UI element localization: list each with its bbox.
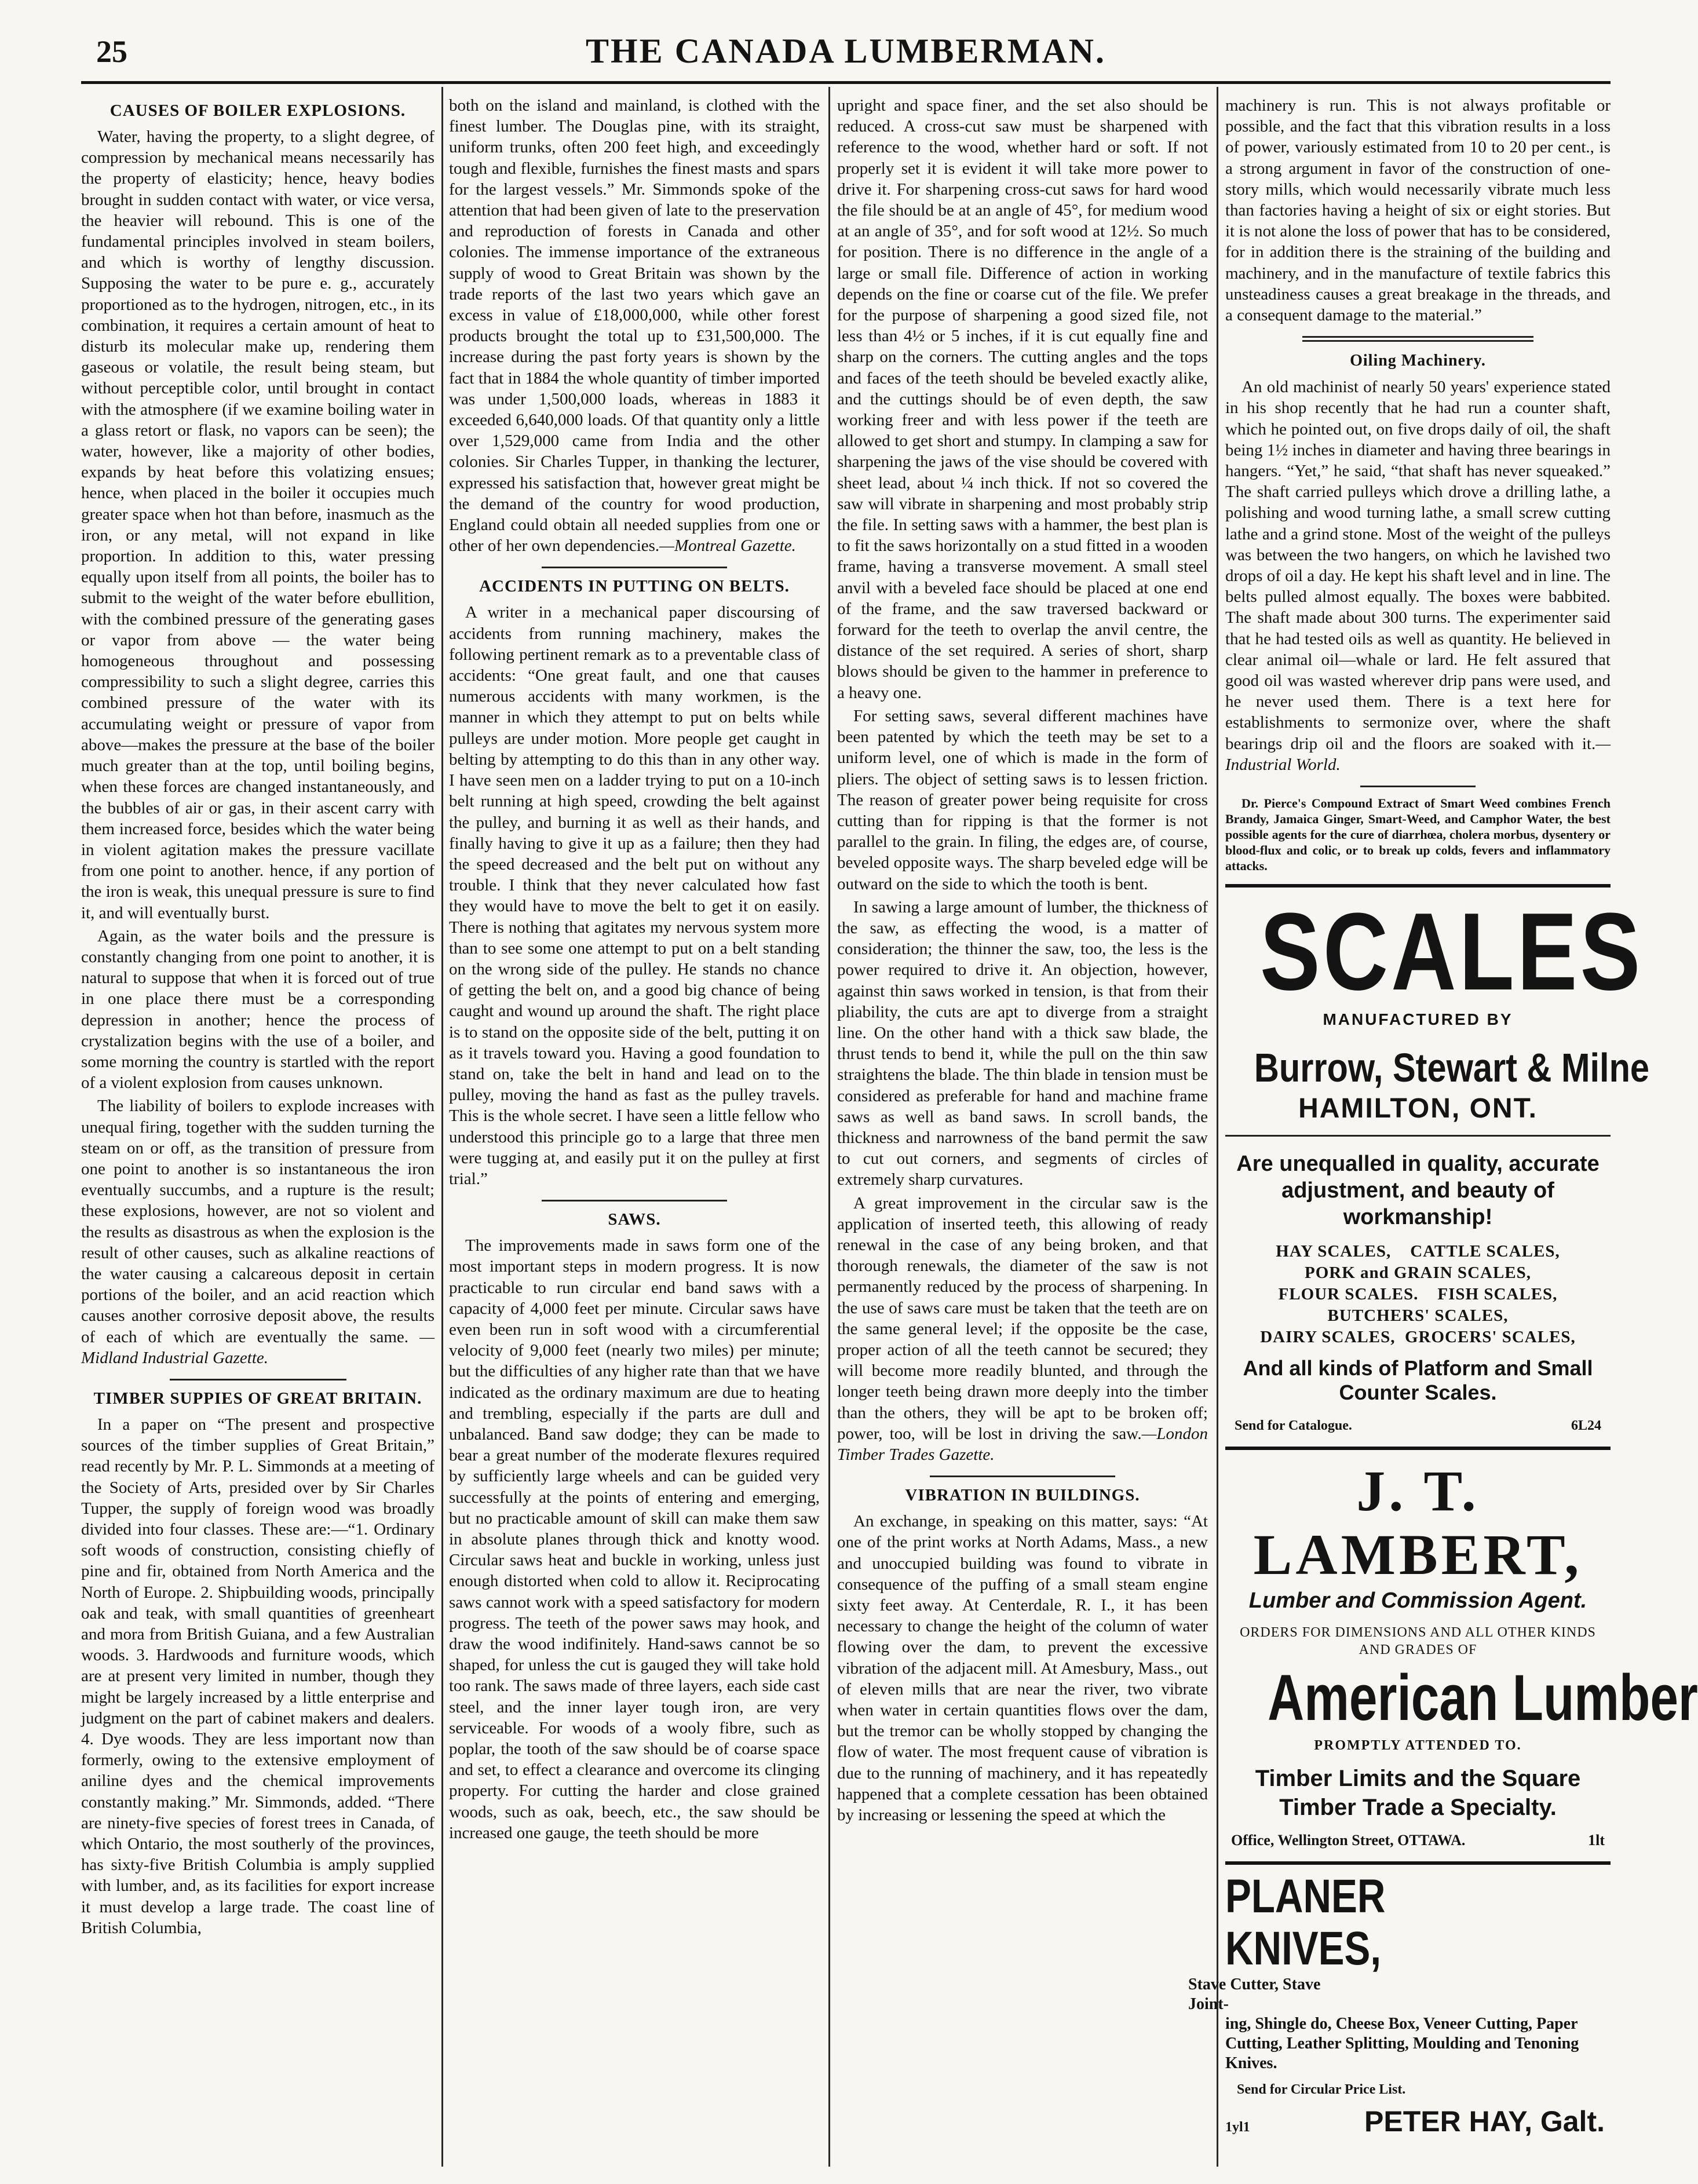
send-for-catalogue: Send for Catalogue. [1235, 1418, 1352, 1433]
article-paragraph: machinery is run. This is not always profitable or possible, and the fact that this vibration results in a loss of power, variously estimated from 10 to 20 per cent., is a strong argument in favor of the construction of one-story mills, which would necessarily vibrate much less than factories having a height of six or eight stories. But it is not alone the loss of power that has to be considered, for in addition there is the straining of the building and machinery, and in the manufacture of textile fabrics this unsteadiness causes a great breakage in the threads, and a consequent damage to the material.” [1225, 96, 1611, 325]
manufacturer-name: Burrow, Stewart & Milne [1254, 1045, 1650, 1091]
column-divider [1217, 87, 1218, 2167]
office-address: Office, Wellington Street, OTTAWA. [1231, 1832, 1466, 1849]
article-paragraph: An exchange, in speaking on this matter, says: “At one of the print works at North Adams, Mass., a new and unoccupied building was found to vibrate in consequence of the puffing of a small steam engine sixty feet away. At Centerdale, R. I., it has been necessary to change the height of the column of water flowing over the dam, to prevent the excessive vibration of the adjacent mill. At Amesbury, Mass., out of eleven mills that are near the river, two vibrate when water in certain quantities flows over the dam, but the tremor can be wholly stopped by changing the flow of water. The most frequent cause of vibration is due to the running of machinery, and it has repeatedly happened that a complete cessation has been obtained by increasing or lessening the speed at which the [837, 1512, 1208, 1825]
source-credit: —London Timber Trades Gazette. [837, 1424, 1208, 1464]
scales-headline: SCALES [1259, 890, 1644, 1014]
column-1 [81, 95, 434, 2163]
article-heading: TIMBER SUPPIES OF GREAT BRITAIN. [93, 1389, 422, 1408]
paragraph-text: An old machinist of nearly 50 years' experience stated in his shop recently that he had run a counter shaft, which he pointed out, on five drops daily of oil, the shaft being 1½ inches in diameter and having three bearings in hangers. “Yet,” he said, “that shaft has never squeaked.” The shaft carried pulleys which drove a drilling lathe, a polishing and wood turning lathe, a small screw cutting lathe and a grind stone. Most of the weight of the pulleys was between the two hangers, on which he lavished two drops of oil a day. He kept his shaft level and in line. The belts pulled almost equally. The boxes were babbited. The shaft made about 300 turns. The experimenter said that he had tested oils as well as quantity. He believed in clear animal oil—whale or lard. He felt assured that good oil was wasted wherever drip pans were used, and he never used them. There is a text here for establishments to sermonize over, where the shaft bearings drip oil and the floors are soaked with it. [1225, 378, 1611, 753]
scale-types-list [1225, 1241, 1611, 1348]
stave-cutter-text: Stave Cutter, Stave Joint- [1188, 1975, 1321, 2014]
manufactured-by: MANUFACTURED BY [1323, 1010, 1513, 1029]
paragraph-text: A great improvement in the circular saw is the application of inserted teeth, this allowing of ready renewal in the case of any being broken, and that thorough renewals, the diameter of the saw is not permanently reduced by the process of sharpening. In the use of saws care must be taken that the teeth are on the same general level; if the opposite be the case, proper action of all the teeth cannot be secured; they will become more readily blunted, and through the longer teeth being drawn more deeply into the timber than the others, they will be apt to be broken off; power, too, will be lost in driving the saw. [837, 1193, 1208, 1443]
ad-code: 6L24 [1571, 1418, 1601, 1433]
article-paragraph: The improvements made in saws form one of the most important steps in modern progress. It is now practicable to run circular end band saws with a capacity of 4,000 feet per minute. Circular saws have even been run in soft wood with a circumferential velocity of 9,000 feet (nearly two miles) per minute; but the difficulties of any higher rate than that we have indicated as the ordinary maximum are due to heating and trembling, especially if the parts are dull and unbalanced. Band saw dodge; they can be made to bear a great number of the moderate flexures required by sufficiently large wheels and can be guided very successfully at the points of entering and emerging, but no practicable amount of skill can make them saw in absolute planes through thick and knotty wood. Circular saws heat and buckle in working, unless just enough distorted when cold to allow it. Reciprocating saws cannot work with a speed satisfactory for modern progress. The teeth of the power saws may hook, and draw the wood indifinitely. Hand-saws cannot be so shaped, for unless the cut is gauged they will take hold too rank. The saws made of three layers, each side cast steel, and the inner layer tough iron, are very serviceable. For woods of a wooly fibre, such as poplar, the tooth of the saw should be of coarse space and set, to effect a clearance and overcome its clinging property. For cutting the harder and close grained woods, such as oak, beech, etc., the saw should be increased one gauge, the teeth should be more [449, 1236, 820, 1842]
manufacturer-city: HAMILTON, ONT. [1298, 1093, 1538, 1124]
platform-scales: And all kinds of Platform and Small Counter Scales. [1243, 1356, 1593, 1404]
peter-hay-line [1225, 2105, 1611, 2138]
planer-knives-advertisement [1188, 1861, 1611, 2138]
article-heading: SAWS. [608, 1210, 661, 1229]
lambert-advertisement [1225, 1447, 1698, 1851]
column-divider [828, 87, 830, 2167]
timber-limits: Timber Limits and the Square Timber Trade a Specialty. [1255, 1766, 1581, 1821]
planer-header [1188, 1870, 1611, 2014]
section-rule [1302, 336, 1533, 342]
article-paragraph [81, 1095, 434, 1368]
article-paragraph: A writer in a mechanical paper discoursing of accidents from running machinery, makes the following pertinent remark as to a preventable class of accidents: “One great fault, and one that causes numerous accidents with many workmen, is the manner in which they attempt to put on belts while pulleys are under motion. More people get caught in belting by attempting to do this than in any other way. I have seen men on a ladder trying to put on a 10-inch belt running at high speed, crowding the belt against the pulley, and burning it as well as their hands, and finally having to give it up as a failure; then they had the speed decreased and the belt put on without any trouble. I think that they never calculated how fast they would have to move the belt to get it on easily. There is nothing that agitates my nervous system more than to see some one attempt to put on a belt standing on the wrong side of the pulley. He stands no chance of getting the belt on, and a good big chance of being caught and wound up around the shaft. The right place is to stand on the opposite side of the belt, putting it on as it travels toward you. Having a good foundation to stand on, take the belt in hand and lead on to the pulley, moving the hand as fast as the pulley travels. This is the whole secret. I have seen a little fellow who understood this principle go to a large that three men were tugging at, and easily put it on the pulley at first trial.” [449, 603, 820, 1188]
office-line [1231, 1830, 1605, 1851]
section-rule [1360, 786, 1476, 787]
ad-code: 1lt [1588, 1832, 1605, 1849]
section-rule [542, 1200, 727, 1201]
knives-description: ing, Shingle do, Cheese Box, Veneer Cutting, Paper Cutting, Leather Splitting, Moulding and Tenoning Knives. [1225, 2015, 1579, 2073]
planer-knives-headline: PLANER KNIVES, [1225, 1870, 1386, 1975]
article-paragraph [1225, 377, 1611, 775]
scale-type-row: DAIRY SCALES, GROCERS' SCALES, [1260, 1327, 1576, 1346]
column-3 [837, 95, 1208, 2163]
ad-rule [1225, 1135, 1611, 1137]
article-paragraph: Water, having the property, to a slight degree, of compression by mechanical means necessarily has the property of elasticity; hence, heavy bodies brought in sudden contact with water, or vice versa, the heavier will rebound. This is one of the fundamental principles involved in steam boilers, and which is worthy of lengthy discussion. Supposing the water to be pure e. g., accurately proportioned as to the hydrogen, nitrogen, etc., in its combination, it requires a certain amount of heat to disturb its molecular make up, rendering them gaseous or volatile, the result being steam, but without perceptible color, until brought in contact with the atmosphere (if we examine boiling water in a glass retort or flask, no vapors can be seen); the water, however, like a majority of other bodies, expands by heat before this volatizing ensues; hence, when placed in the boiler it occupies much greater space when hot than before, inasmuch as the iron, or any metal, will not expand in like proportion. In addition to this, water pressing equally upon itself from all points, the boiler has to submit to the weight of the water before ebullition, with the combined pressure of the generating gases or vapor from above — the water being homogeneous throughout and possessing compressibility to such a slight degree, carries this combined pressure of the water with its accumulating weight or pressure of vapor from above—makes the pressure at the base of the boiler much greater than at the top, until boiling begins, when these forces are changed instantaneously, and the bubbles of air or gas, in their ascent carry with them increased force, besides which the water being in violent agitation makes the pressure vacillate from one point to another. hence, if any portion of the iron is weak, this unequal pressure is sure to find it, and will eventually burst. [81, 127, 434, 922]
source-credit: —Midland Industrial Gazette. [81, 1327, 434, 1367]
masthead-rule [81, 81, 1611, 84]
section-rule [930, 1476, 1115, 1477]
lambert-occupation: Lumber and Commission Agent. [1248, 1588, 1587, 1613]
scale-type-row: BUTCHERS' SCALES, [1327, 1306, 1509, 1325]
article-heading: ACCIDENTS IN PUTTING ON BELTS. [479, 577, 790, 596]
send-for-circular: Send for Circular Price List. [1237, 2082, 1406, 2098]
article-paragraph: In sawing a large amount of lumber, the thickness of the saw, as effecting the wood, is a matter of consideration; the thinner the saw, too, the less is the power required to drive it. An objection, however, against thin saws worked in tension, is that from their pliability, the cuts are apt to diverge from a straight line. On the other hand with a thick saw blade, the thrust tends to bend it, while the pull on the thin saw straightens the blade. The thin blade in tension must be considered as preferable for hand and machine frame saws as well as band saws. In scroll bands, the thickness and narrowness of the band permit the saw to cut out corners, and segments of circles of extremely sharp curvatures. [837, 897, 1208, 1189]
article-paragraph: In a paper on “The present and prospective sources of the timber supplies of Great Britain,” read recently by Mr. P. L. Simmonds at a meeting of the Society of Arts, presided over by Sir Charles Tupper, the supply of foreign wood was broadly divided into four classes. These are:—“1. Ordinary soft woods of construction, consisting chiefly of pine and fir, obtained from North America and the North of Europe. 2. Shipbuilding woods, principally oak and teak, with small quantities of greenheart and mora from British Guiana, and a few Australian woods. 3. Hardwoods and furniture woods, which are at present very limited in number, though they might be largely increased by a little enterprise and judgment on the part of cabinet makers and dealers. 4. Dye woods. They are less important now than formerly, owing to the extensive employment of aniline dyes and the chemical improvements constantly making.” Mr. Simmonds, added. “There are ninety-five species of forest trees in Canada, of which Ontario, the most southerly of the provinces, has sixty-five British Columbia is amply supplied with lumber, and, as its facilities for export increase it must develop a large trade. The coast line of British Columbia, [81, 1415, 434, 1937]
scales-advertisement [1225, 884, 1650, 1436]
masthead [81, 27, 1611, 79]
column-4 [1188, 95, 1698, 2163]
column-2 [449, 95, 820, 2163]
section-rule [170, 1379, 346, 1380]
scale-type-row: HAY SCALES, CATTLE SCALES, [1276, 1241, 1560, 1261]
scale-type-row: FLOUR SCALES. FISH SCALES, [1278, 1284, 1558, 1303]
orders-line: ORDERS FOR DIMENSIONS AND ALL OTHER KINDS AND GRADES OF [1240, 1624, 1596, 1657]
source-credit: —Industrial World. [1225, 734, 1611, 774]
american-lumber-headline: American Lumber [1268, 1661, 1698, 1734]
article-paragraph: For setting saws, several different machines have been patented by which the teeth may be set to a uniform level, one of which is made in the form of pliers. The object of setting saws is to lessen friction. The reason of greater power being requisite for cross cutting than for ripping is that the former is not parallel to the grain. In filing, the edges are, of course, beveled opposite ways. The sharp beveled edge will be outward on the side to which the tooth is bent. [837, 706, 1208, 893]
source-credit: —Montreal Gazette. [659, 536, 796, 556]
pierce-advertisement: Dr. Pierce's Compound Extract of Smart Weed combines French Brandy, Jamaica Ginger, Smart-Weed, and Camphor Water, the best possible agents for the cure of diarrhœa, cholera morbus, dysentery or blood-flux and colic, or to break up colds, fevers and inflammatory attacks. [1225, 796, 1611, 874]
ad-code: 1yl1 [1225, 2119, 1250, 2135]
article-paragraph [449, 95, 820, 556]
newspaper-title: THE CANADA LUMBERMAN. [585, 32, 1107, 70]
paragraph-text: both on the island and mainland, is clothed with the finest lumber. The Douglas pine, with its straight, uniform trunks, often 200 feet high, and exceedingly tough and flexible, furnishes the finest masts and spars for the largest vessels.” Mr. Simmonds spoke of the attention that had been given of late to the preservation and reproduction of forests in Canada and other colonies. The immense importance of the extraneous supply of wood to Great Britain was shown by the trade reports of the last two years which gave an excess in value of £18,000,000, while other forest products brought the total up to £31,500,000. The increase during the past forty years is shown by the fact that in 1884 the whole quantity of timber imported was under 1,500,000 loads, whereas in 1883 it exceeded 6,640,000 loads. Of that quantity only a little over 1,529,000 came from India and the other colonies. Sir Charles Tupper, in thanking the lecturer, expressed his satisfaction that, however great might be the demand of the country for wood production, England could obtain all needed supplies from one or other of her own dependencies. [449, 96, 820, 556]
article-heading: Oiling Machinery. [1350, 352, 1486, 370]
section-rule [542, 567, 727, 568]
peter-hay-name: PETER HAY, Galt. [1364, 2105, 1605, 2138]
paragraph-text: The liability of boilers to explode increases with unequal firing, together with the sudden turning the steam on or off, as the transition of pressure from one point to another is so instantaneous the iron eventually succumbs, and a rupture is the result; these explosions, however, are not so violent and the results as disastrous as when the explosion is the result of other causes, such as alkaline reactions of the water causing a calcareous deposit in certain portions of the boiler, and an acid reaction which causes another corrosive deposit above, the results of each of which are eventually the same. [81, 1097, 434, 1346]
article-paragraph [837, 1193, 1208, 1466]
article-heading: VIBRATION IN BUILDINGS. [905, 1486, 1140, 1505]
promptly-attended: PROMPTLY ATTENDED TO. [1314, 1737, 1522, 1753]
lambert-name: J. T. LAMBERT, [1253, 1458, 1583, 1587]
catalogue-line [1225, 1415, 1611, 1436]
page-number: 25 [96, 34, 127, 69]
article-heading: CAUSES OF BOILER EXPLOSIONS. [109, 101, 406, 120]
scale-type-row: PORK and GRAIN SCALES, [1304, 1263, 1532, 1282]
article-paragraph: Again, as the water boils and the pressure is constantly changing from one point to another, it is natural to suppose that when it is forced out of true in one place there must be a corresponding depression in another; hence the process of crystalization begins with the use of a boiler, and some morning the country is startled with the report of a violent explosion from causes unknown. [81, 926, 434, 1093]
column-divider [441, 87, 443, 2167]
quality-statement: Are unequalled in quality, accurate adjustment, and beauty of workmanship! [1236, 1151, 1600, 1229]
article-paragraph: upright and space finer, and the set also should be reduced. A cross-cut saw must be sharpened with reference to the wood, whether hard or soft. If not properly set it is evident it will take more power to drive it. For sharpening cross-cut saws for hard wood the file should be at an angle of 45°, for medium wood at an angle of 35°, and for soft wood at 12½. So much for position. There is no difference in the angle of a large or small file. Difference of action in working depends on the fine or coarse cut of the file. We prefer for the purpose of sharpening a good sized file, not less than 4½ or 5 inches, if it is cut equally fine and sharp on the corners. The cutting angles and the tops and faces of the teeth should be beveled exactly alike, and the cuttings should be of even depth, the saw working freer and with less power if the teeth are allowed to get short and stumpy. In clamping a saw for sharpening the jaws of the vise should be covered with sheet lead, about ¼ inch thick. If not so covered the saw will vibrate in sharpening and most probably strip the file. In setting saws with a hammer, the best plan is to fit the saws horizontally on a stud fitted in a wooden frame, having a transverse movement. A small steel anvil with a beveled face should be placed at one end of the frame, and the saw traversed backward or forward for the teeth to overlap the anvil centre, the distance of the set required. A series of short, sharp blows should be given to the hammer in preference to a heavy one. [837, 96, 1208, 702]
